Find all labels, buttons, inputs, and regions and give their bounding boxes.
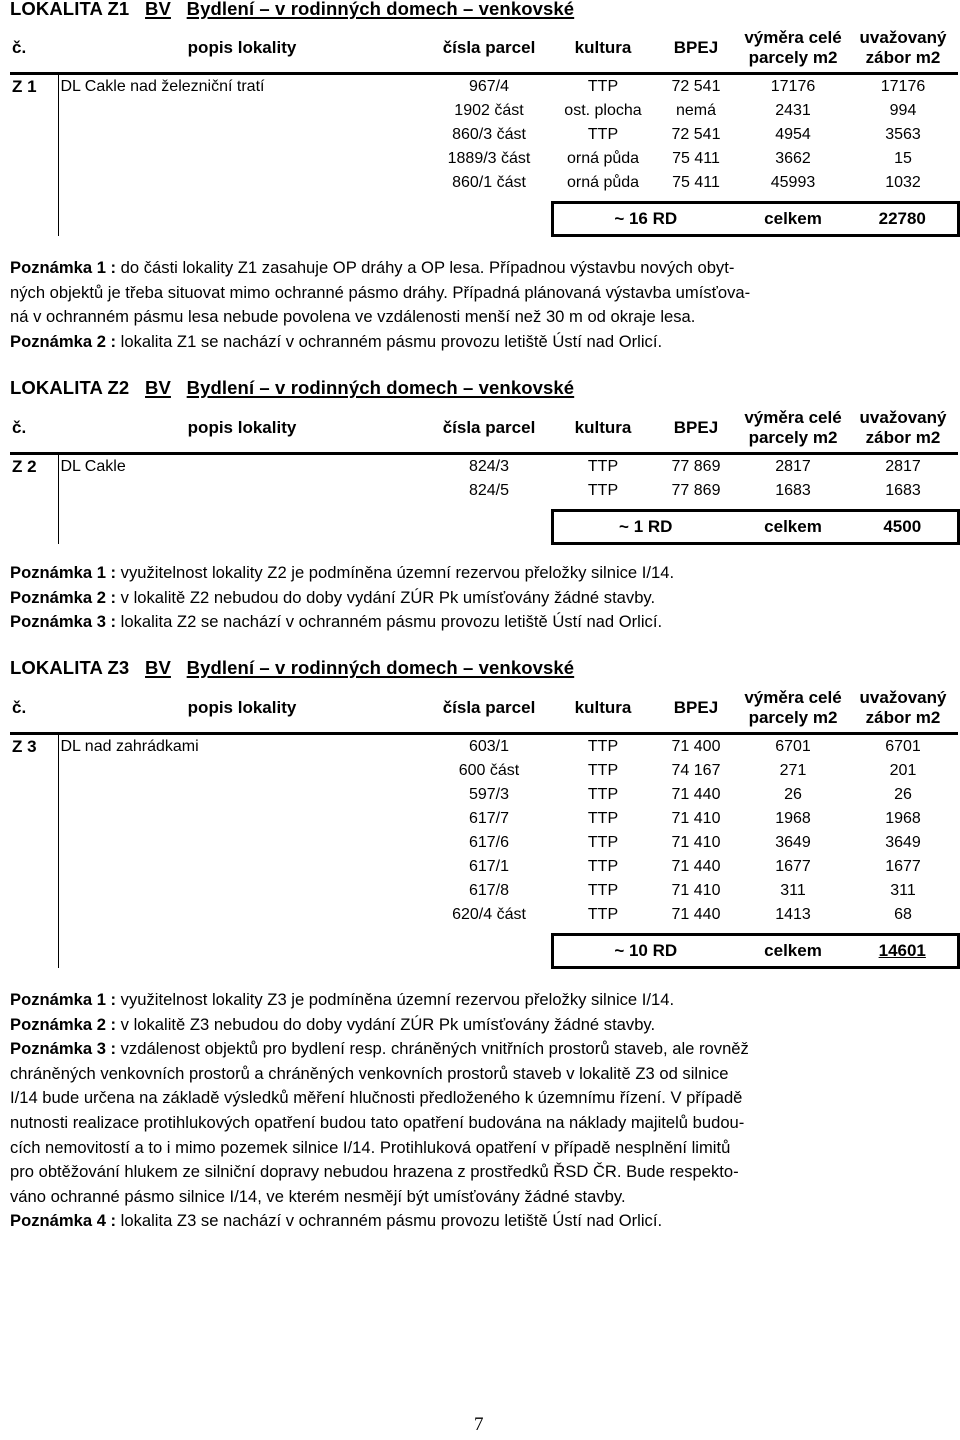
z3-notes [10, 988, 950, 1234]
cell-bpej: 71 410 [671, 834, 721, 851]
cell-bpej: 75 411 [672, 150, 720, 167]
cell-zabor: 1677 [885, 858, 921, 875]
cell-bpej: 71 440 [671, 858, 721, 875]
cell-vymera: 311 [780, 882, 806, 899]
note-line: Poznámka 1 : využitelnost lokality Z2 je podmíněna územní rezervou přeložky silnice I/14. [10, 563, 675, 582]
cell-bpej: 71 440 [671, 906, 721, 923]
cell-vymera: 1677 [775, 858, 811, 875]
cell-vymera: 3649 [775, 834, 811, 851]
note-line: váno ochranné pásmo silnice I/14, ve kterém nesmějí být umísťovány žádné stavby. [10, 1186, 626, 1206]
z2-title-prefix: LOKALITA Z2 [10, 377, 130, 398]
z2-rd-count: ~ 1 RD [552, 511, 738, 544]
note-line: Poznámka 3 : vzdálenost objektů pro bydlení resp. chráněných vnitřních prostorů staveb, ale rovněž [10, 1039, 749, 1059]
lokalita-id: Z 2 [12, 457, 37, 476]
z3-title-prefix: LOKALITA Z3 [10, 657, 130, 678]
col-popis: popis lokality [58, 685, 426, 734]
cell-parcel: 860/1 část [452, 174, 526, 191]
z1-celkem-label: celkem [738, 203, 848, 236]
cell-parcel: 824/3 [468, 458, 510, 475]
table-row [10, 903, 958, 927]
cell-vymera: 271 [779, 762, 807, 779]
col-vymera: výměra celé parcely m2 [738, 685, 848, 734]
cell-vymera: 17176 [770, 78, 816, 95]
page-number: 7 [474, 1414, 484, 1435]
cell-bpej: nemá [675, 102, 717, 119]
col-popis: popis lokality [58, 25, 426, 74]
z1-total-row [10, 203, 958, 236]
cell-zabor: 1968 [885, 810, 921, 827]
note-line: ných objektů je třeba situovat mimo ochranné pásmo dráhy. Případná plánovaná výstavba umísťova- [10, 282, 751, 302]
z3-header-row [10, 685, 958, 734]
cell-parcel: 617/7 [468, 810, 510, 827]
note-line: Poznámka 4 : lokalita Z3 se nachází v ochranném pásmu provozu letiště Ústí nad Orlicí. [10, 1211, 663, 1231]
cell-zabor: 1683 [885, 482, 921, 499]
z2-total-row [10, 511, 958, 544]
col-c: č. [10, 685, 58, 734]
cell-kultura: TTP [587, 834, 619, 851]
cell-bpej: 71 400 [671, 738, 721, 755]
cell-bpej: 71 410 [671, 810, 721, 827]
note-line: nutnosti realizace protihlukových opatření budou tato opatření budována na náklady majitelů budou- [10, 1112, 745, 1132]
cell-kultura: orná půda [566, 174, 640, 191]
col-bpej: BPEJ [654, 405, 738, 454]
cell-vymera: 2431 [775, 102, 811, 119]
cell-zabor: 3649 [885, 834, 921, 851]
cell-vymera: 1968 [775, 810, 811, 827]
z1-title-prefix: LOKALITA Z1 [10, 0, 130, 19]
table-row [10, 99, 958, 123]
table-row [10, 831, 958, 855]
cell-bpej: 77 869 [671, 482, 721, 499]
cell-parcel: 617/8 [468, 882, 510, 899]
cell-kultura: TTP [587, 126, 619, 143]
z2-header-row [10, 405, 958, 454]
z3-celkem-label: celkem [738, 935, 848, 968]
cell-bpej: 72 541 [671, 78, 721, 95]
col-kultura: kultura [552, 405, 654, 454]
table-row [10, 855, 958, 879]
cell-parcel: 1902 část [454, 102, 524, 119]
z3-title-text: Bydlení – v rodinných domech – venkovské [186, 657, 575, 678]
cell-kultura: TTP [587, 906, 619, 923]
col-kultura: kultura [552, 685, 654, 734]
table-row [10, 123, 958, 147]
cell-bpej: 71 410 [671, 882, 721, 899]
cell-zabor: 2817 [885, 458, 921, 475]
lokalita-id: Z 3 [12, 737, 37, 756]
z1-title-text: Bydlení – v rodinných domech – venkovské [186, 0, 575, 19]
note-line: ná v ochranném pásmu lesa nebude povolena ve vzdálenosti menší než 30 m od okraje lesa. [10, 307, 696, 327]
z1-title [10, 0, 574, 20]
table-row [10, 783, 958, 807]
cell-kultura: TTP [587, 482, 619, 499]
cell-vymera: 1413 [775, 906, 811, 923]
z1-rd-count: ~ 16 RD [552, 203, 738, 236]
cell-parcel: 1889/3 část [447, 150, 531, 167]
cell-vymera: 6701 [775, 738, 811, 755]
z2-notes [10, 561, 950, 635]
cell-kultura: TTP [587, 78, 619, 95]
cell-kultura: TTP [587, 810, 619, 827]
table-row [10, 759, 958, 783]
col-zabor: uvažovaný zábor m2 [848, 685, 958, 734]
cell-parcel: 603/1 [468, 738, 510, 755]
lokalita-desc: DL Cakle [58, 454, 426, 480]
col-c: č. [10, 25, 58, 74]
col-popis: popis lokality [58, 405, 426, 454]
col-bpej: BPEJ [654, 25, 738, 74]
cell-vymera: 45993 [770, 174, 816, 191]
z2-total: 4500 [848, 511, 958, 544]
cell-vymera: 4954 [775, 126, 811, 143]
table-row [10, 171, 958, 195]
cell-parcel: 824/5 [468, 482, 510, 499]
note-line: Poznámka 2 : v lokalitě Z2 nebudou do doby vydání ZÚR Pk umísťovány žádné stavby. [10, 587, 656, 607]
cell-vymera: 3662 [775, 150, 811, 167]
z1-header-row [10, 25, 958, 74]
cell-parcel: 967/4 [468, 78, 510, 95]
table-row [10, 74, 958, 100]
cell-vymera: 1683 [775, 482, 811, 499]
col-cisla: čísla parcel [426, 25, 552, 74]
z2-title-bv: BV [145, 377, 171, 398]
col-kultura: kultura [552, 25, 654, 74]
cell-kultura: TTP [587, 762, 619, 779]
note-line: Poznámka 3 : lokalita Z2 se nachází v ochranném pásmu provozu letiště Ústí nad Orlicí. [10, 612, 663, 632]
lokalita-desc: DL Cakle nad železniční tratí [58, 74, 426, 100]
cell-zabor: 68 [894, 906, 912, 923]
cell-bpej: 72 541 [671, 126, 721, 143]
col-cisla: čísla parcel [426, 685, 552, 734]
table-row [10, 147, 958, 171]
col-vymera: výměra celé parcely m2 [738, 25, 848, 74]
cell-kultura: TTP [587, 858, 619, 875]
z2-table [10, 405, 960, 545]
cell-zabor: 17176 [880, 78, 926, 95]
note-line: chráněných venkovních prostorů a chráněných venkovních prostorů staveb v lokalitě Z3 od silnice [10, 1063, 729, 1083]
z2-title [10, 377, 574, 399]
z3-total-row [10, 935, 958, 968]
col-c: č. [10, 405, 58, 454]
table-row [10, 734, 958, 760]
col-zabor: uvažovaný zábor m2 [848, 25, 958, 74]
z3-title [10, 657, 574, 679]
note-line: Poznámka 1 : do části lokality Z1 zasahuje OP dráhy a OP lesa. Případnou výstavbu nových obyt- [10, 258, 735, 277]
z1-title-bv: BV [145, 0, 171, 19]
cell-bpej: 74 167 [671, 762, 721, 779]
z3-total: 14601 [848, 935, 958, 968]
cell-zabor: 311 [890, 882, 916, 899]
note-line: cích nemovitostí a to i mimo pozemek silnice I/14. Protihluková opatření v případě nesplnění limitů [10, 1137, 731, 1157]
cell-zabor: 26 [894, 786, 912, 803]
cell-zabor: 15 [894, 150, 912, 167]
table-row [10, 479, 958, 503]
table-row [10, 454, 958, 480]
cell-bpej: 71 440 [671, 786, 721, 803]
col-zabor: uvažovaný zábor m2 [848, 405, 958, 454]
z3-rd-count: ~ 10 RD [552, 935, 738, 968]
cell-parcel: 617/6 [468, 834, 510, 851]
cell-zabor: 1032 [885, 174, 921, 191]
cell-kultura: TTP [587, 738, 619, 755]
cell-parcel: 860/3 část [452, 126, 526, 143]
cell-parcel: 600 část [458, 762, 520, 779]
z1-total: 22780 [848, 203, 958, 236]
note-line: pro obtěžování hlukem ze silniční dopravy nebudou hrazena z prostředků ŘSD ČR. Bude respekto- [10, 1162, 739, 1182]
cell-bpej: 75 411 [672, 174, 720, 191]
note-line: Poznámka 2 : v lokalitě Z3 nebudou do doby vydání ZÚR Pk umísťovány žádné stavby. [10, 1014, 656, 1034]
cell-kultura: TTP [587, 786, 619, 803]
table-row [10, 879, 958, 903]
note-line: I/14 bude určena na základě výsledků měření hlučnosti předloženého k územnímu řízení. V případě [10, 1088, 743, 1108]
cell-zabor: 6701 [885, 738, 921, 755]
note-line: Poznámka 1 : využitelnost lokality Z3 je podmíněna územní rezervou přeložky silnice I/14. [10, 990, 675, 1009]
table-row [10, 807, 958, 831]
col-vymera: výměra celé parcely m2 [738, 405, 848, 454]
cell-kultura: orná půda [566, 150, 640, 167]
cell-kultura: TTP [587, 458, 619, 475]
lokalita-id: Z 1 [12, 77, 37, 96]
cell-zabor: 201 [889, 762, 917, 779]
cell-zabor: 3563 [885, 126, 921, 143]
z2-title-text: Bydlení – v rodinných domech – venkovské [186, 377, 575, 398]
cell-zabor: 994 [889, 102, 917, 119]
cell-vymera: 26 [784, 786, 802, 803]
z3-table [10, 685, 960, 969]
z2-celkem-label: celkem [738, 511, 848, 544]
cell-kultura: TTP [587, 882, 619, 899]
note-line: Poznámka 2 : lokalita Z1 se nachází v ochranném pásmu provozu letiště Ústí nad Orlicí. [10, 331, 663, 351]
lokalita-desc: DL nad zahrádkami [58, 734, 426, 760]
cell-bpej: 77 869 [671, 458, 721, 475]
col-bpej: BPEJ [654, 685, 738, 734]
cell-parcel: 597/3 [468, 786, 510, 803]
cell-kultura: ost. plocha [564, 102, 642, 119]
cell-vymera: 2817 [775, 458, 811, 475]
cell-parcel: 620/4 část [452, 906, 526, 923]
cell-parcel: 617/1 [468, 858, 510, 875]
z1-table [10, 25, 960, 237]
z3-title-bv: BV [145, 657, 171, 678]
z1-notes [10, 256, 950, 354]
col-cisla: čísla parcel [426, 405, 552, 454]
